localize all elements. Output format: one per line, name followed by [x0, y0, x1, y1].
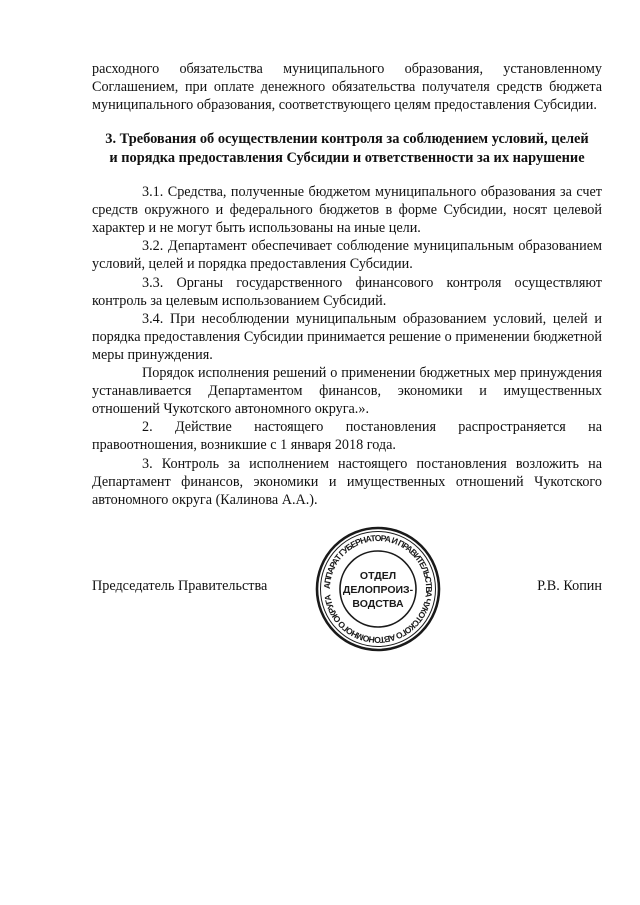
paragraph-3: 3. Контроль за исполнением настоящего постановления возложить на Департамент финансов, экономики и имущественных отношений Чукотского автономного округа (Калинова А.А.). — [92, 455, 602, 508]
stamp-center-line-1: ОТДЕЛ — [359, 570, 397, 582]
paragraph-3-4: 3.4. При несоблюдении муниципальным образованием условий, целей и порядка предоставления Субсидии принимается решение о применении бюджетной меры принуждения. — [92, 310, 602, 363]
stamp-ring-text: АППАРАТ ГУБЕРНАТОРА И ПРАВИТЕЛЬСТВА ЧУКОТСКОГО АВТОНОМНОГО ОКРУГА — [321, 532, 435, 646]
section-heading-line-1: 3. Требования об осуществлении контроля за соблюдением условий, целей — [105, 131, 589, 148]
stamp-center-line-3: ВОДСТВА — [352, 598, 404, 610]
paragraph-3-2: 3.2. Департамент обеспечивает соблюдение муниципальным образованием условий, целей и порядка предоставления Субсидии. — [92, 238, 602, 273]
stamp-center-line-2: ДЕЛОПРОИЗ- — [342, 584, 414, 596]
document-body — [92, 60, 602, 509]
signatory-title: Председатель Правительства — [92, 578, 268, 594]
signatory-name: Р.В. Копин — [537, 578, 602, 594]
paragraph-3-1: 3.1. Средства, полученные бюджетом муниципального образования за счет средств окружного и федерального бюджетов в форме Субсидии, носят целевой характер и не могут быть использованы на иные цели. — [92, 184, 602, 237]
paragraph-3-3: 3.3. Органы государственного финансового контроля осуществляют контроль за целевым использованием Субсидий. — [92, 274, 602, 309]
office-stamp — [314, 525, 442, 653]
paragraph-continuation: расходного обязательства муниципального образования, установленному Соглашением, при оплате денежного обязательства получателя средств бюджета муниципального образования, соответствующего целям предоставления Субсидии. — [92, 61, 602, 114]
paragraph-2: 2. Действие настоящего постановления распространяется на правоотношения, возникшие с 1 января 2018 года. — [92, 419, 602, 454]
paragraph-procedure: Порядок исполнения решений о применении бюджетных мер принуждения устанавливается Департаментом финансов, экономики и имущественных отношений Чукотского автономного округа.». — [92, 365, 602, 418]
section-heading-line-2: и порядка предоставления Субсидии и ответственности за их нарушение — [109, 149, 585, 166]
